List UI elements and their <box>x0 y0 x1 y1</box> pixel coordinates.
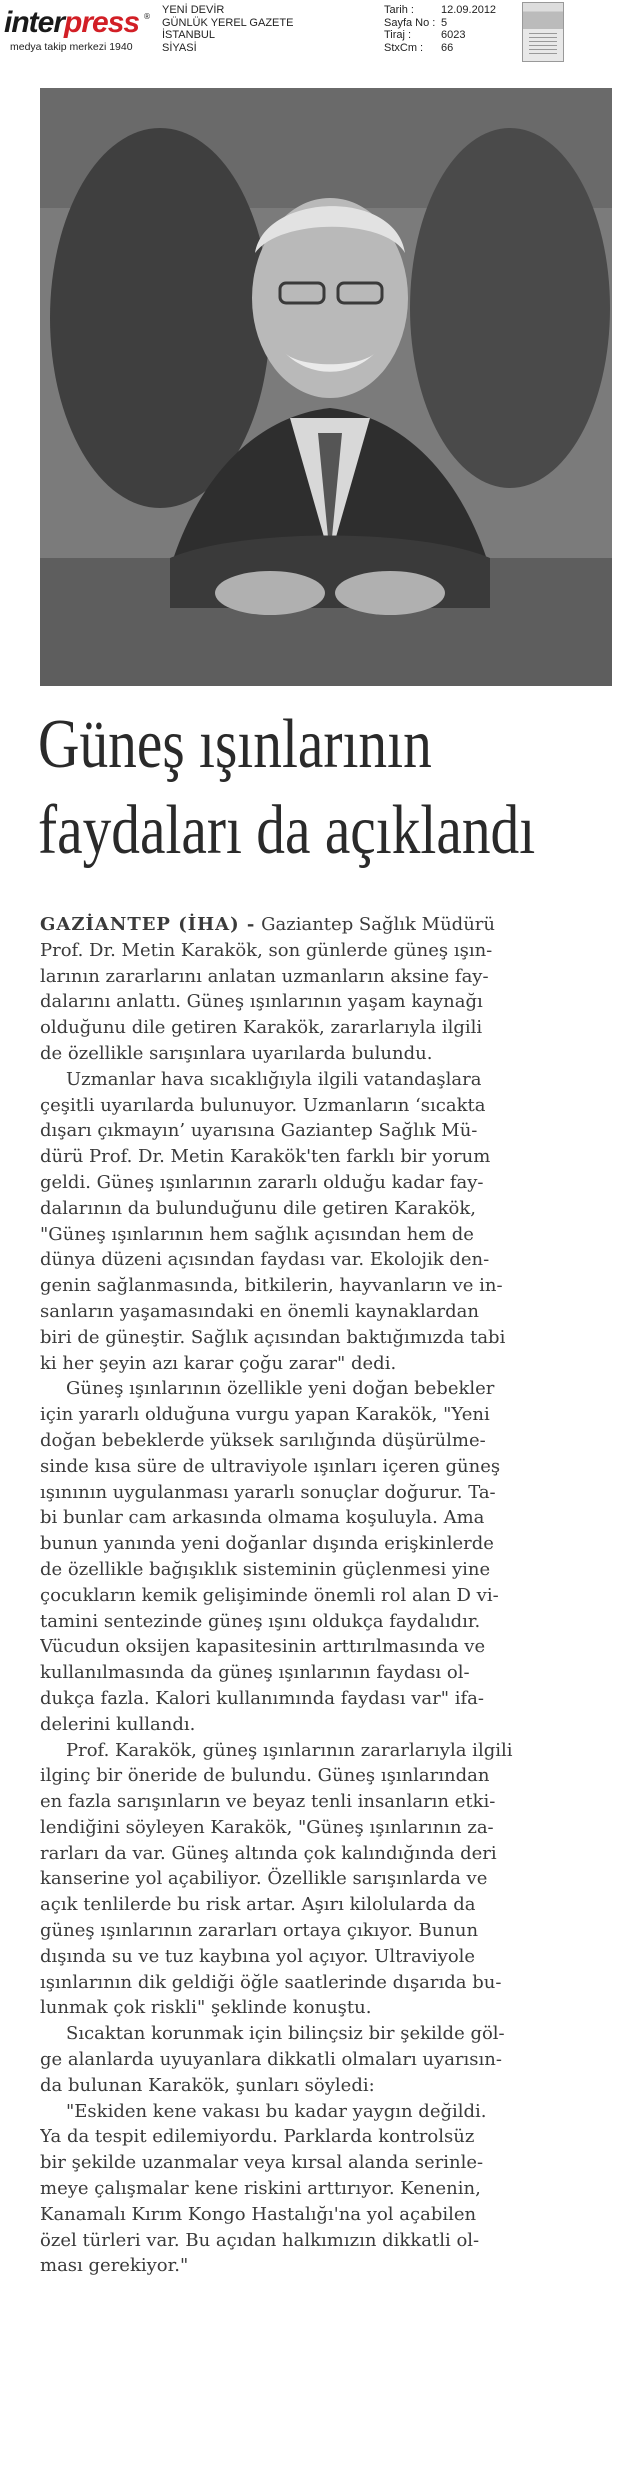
meta-key: Sayfa No : <box>384 16 436 29</box>
article-line: ilginç bir öneride de bulundu. Güneş ışınlarından <box>40 1765 490 1787</box>
logo-wordmark <box>4 6 139 40</box>
publication-city: İSTANBUL <box>162 29 215 41</box>
interpress-logo <box>4 6 154 53</box>
article-line: delerini kullandı. <box>40 1713 196 1735</box>
article-line: açık tenlilerde bu risk artar. Aşırı kilolularda da <box>40 1894 476 1916</box>
logo-main: inter <box>4 6 65 39</box>
publication-category: SİYASİ <box>162 41 197 54</box>
article-line: ki her şeyin azı karar çoğu zarar" dedi. <box>40 1352 397 1374</box>
article-line: larının zararlarını anlatan uzmanların aksine fay- <box>40 965 489 987</box>
article-line: genin sağlanmasında, bitkilerin, hayvanların ve in- <box>40 1275 503 1297</box>
article-line: bunun yanında yeni doğanlar dışında erişkinlerde <box>40 1533 494 1555</box>
article-line: dışarı çıkmayın’ uyarısına Gaziantep Sağlık Mü- <box>40 1120 478 1142</box>
article-line: Prof. Dr. Metin Karakök, son günlerde güneş ışın- <box>40 939 493 961</box>
article-line: çeşitli uyarılarda bulunuyor. Uzmanların ‘sıcakta <box>40 1094 486 1116</box>
article-line: da bulunan Karakök, şunları söyledi: <box>40 2074 375 2096</box>
article-line: Sıcaktan korunmak için bilinçsiz bir şekilde göl- <box>66 2023 505 2045</box>
article-line: olduğunu dile getiren Karakök, zararlarıyla ilgili <box>40 1017 483 1039</box>
article-line: çocukların kemik gelişiminde önemli rol alan D vi- <box>40 1584 499 1606</box>
publication-type: GÜNLÜK YEREL GAZETE <box>162 16 294 29</box>
portrait-illustration <box>40 88 612 686</box>
article-line: "Eskiden kene vakası bu kadar yaygın değildi. <box>66 2100 487 2122</box>
article-line: kullanılmasında da güneş ışınlarının faydası ol- <box>40 1662 470 1684</box>
meta-key: StxCm : <box>384 41 424 54</box>
article-line: ışınının uygulanması yararlı sonuçlar doğurur. Ta- <box>40 1481 496 1503</box>
logo-accent: press <box>64 6 140 39</box>
article-line: ge alanlarda uyuyanlara dikkatli olmaları uyarısın- <box>40 2049 502 2071</box>
article-line: biri de güneştir. Sağlık açısından baktığımızda tabi <box>40 1326 506 1348</box>
meta-value: 5 <box>441 16 448 29</box>
meta-key: Tiraj : <box>384 29 412 41</box>
article-line: Prof. Karakök, güneş ışınlarının zararlarıyla ilgili <box>66 1739 513 1761</box>
page-thumbnail <box>522 2 564 62</box>
article-line: meye çalışmalar kene riskini arttırıyor. Kenenin, <box>40 2178 481 2200</box>
clipping-meta <box>384 4 521 54</box>
article-line: de özellikle sarışınlara uyarılarda bulundu. <box>40 1042 433 1064</box>
meta-circulation <box>384 29 521 42</box>
article-line: dalarını anlattı. Güneş ışınlarının yaşam kaynağı <box>40 991 483 1013</box>
portrait-photo <box>40 88 612 686</box>
article-line: lunmak çok riskli" şeklinde konuştu. <box>40 1997 372 2019</box>
article-line: güneş ışınlarının zararları ortaya çıkıyor. Bunun <box>40 1920 479 1942</box>
article-line: dalarının da bulunduğunu dile getiren Karakök, <box>40 1197 476 1219</box>
article-line: kanserine yol açabiliyor. Özellikle sarışınlarda ve <box>40 1868 488 1890</box>
article-line: Güneş ışınlarının özellikle yeni doğan bebekler <box>66 1378 495 1400</box>
article-body <box>40 912 616 2279</box>
publication-info <box>162 4 293 54</box>
article-line <box>40 912 616 938</box>
article-line-text: Gaziantep Sağlık Müdürü <box>255 914 495 935</box>
article-line: için yararlı olduğuna vurgu yapan Karakök, "Yeni <box>40 1404 490 1426</box>
article-line: ması gerekiyor." <box>40 2255 189 2277</box>
article-line: dürü Prof. Dr. Metin Karakök'ten farklı bir yorum <box>40 1146 491 1168</box>
article-line: geldi. Güneş ışınlarının zararlı olduğu kadar fay- <box>40 1171 484 1193</box>
article-line: ışınlarının dik geldiği öğle saatlerinde dışarıda bu- <box>40 1971 502 1993</box>
article-line: dünya düzeni açısından faydası var. Ekolojik den- <box>40 1249 490 1271</box>
article-line: tamini sentezinde güneş ışını oldukça faydalıdır. <box>40 1610 481 1632</box>
headline-line-2: faydaları da açıklandı <box>38 792 536 869</box>
meta-value: 12.09.2012 <box>441 4 497 16</box>
registered-mark: ® <box>143 12 151 21</box>
dateline: GAZİANTEP (İHA) - <box>40 914 256 935</box>
logo-tagline: medya takip merkezi 1940 <box>10 41 133 53</box>
article-line: "Güneş ışınlarının hem sağlık açısından hem de <box>40 1223 474 1245</box>
article-line: bir şekilde uzanmalar veya kırsal alanda serinle- <box>40 2152 484 2174</box>
meta-stxcm <box>384 42 521 55</box>
article-line: rarları da var. Güneş altında çok kalındığında deri <box>40 1842 497 1864</box>
article-line: Ya da tespit edilemiyordu. Parklarda kontrolsüz <box>40 2126 475 2148</box>
article-line: dışında su ve tuz kaybına yol açıyor. Ultraviyole <box>40 1945 476 1967</box>
headline-line-1: Güneş ışınlarının <box>38 706 432 783</box>
publication-name: YENİ DEVİR <box>162 4 225 16</box>
article-line: sanların yaşamasındaki en önemli kaynaklardan <box>40 1300 479 1322</box>
article-line: de özellikle bağışıklık sisteminin güçlenmesi yine <box>40 1558 491 1580</box>
article-line: lendiğini söyleyen Karakök, "Güneş ışınlarının za- <box>40 1816 494 1838</box>
meta-value: 66 <box>441 41 454 54</box>
article-line: bi bunlar cam arkasında olmama koşuluyla. Ama <box>40 1507 485 1529</box>
article-line: dukça fazla. Kalori kullanımında faydası var" ifa- <box>40 1687 484 1709</box>
meta-date <box>384 4 521 17</box>
article-line: Uzmanlar hava sıcaklığıyla ilgili vatandaşlara <box>66 1068 482 1090</box>
article-line: sinde kısa süre de ultraviyole ışınları içeren güneş <box>40 1455 501 1477</box>
article-line: özel türleri var. Bu açıdan halkımızın dikkatli ol- <box>40 2229 480 2251</box>
article-line: Vücudun oksijen kapasitesinin arttırılmasında ve <box>40 1636 486 1658</box>
article-line: doğan bebeklerde yüksek sarılığında düşürülme- <box>40 1429 486 1451</box>
clipping-header <box>0 0 635 82</box>
meta-page <box>384 17 521 30</box>
article-line: Kanamalı Kırım Kongo Hastalığı'na yol açabilen <box>40 2203 477 2225</box>
meta-key: Tarih : <box>384 4 414 16</box>
article-line: en fazla sarışınların ve beyaz tenli insanların etki- <box>40 1791 496 1813</box>
meta-value: 6023 <box>441 29 466 41</box>
article-headline <box>38 702 536 874</box>
